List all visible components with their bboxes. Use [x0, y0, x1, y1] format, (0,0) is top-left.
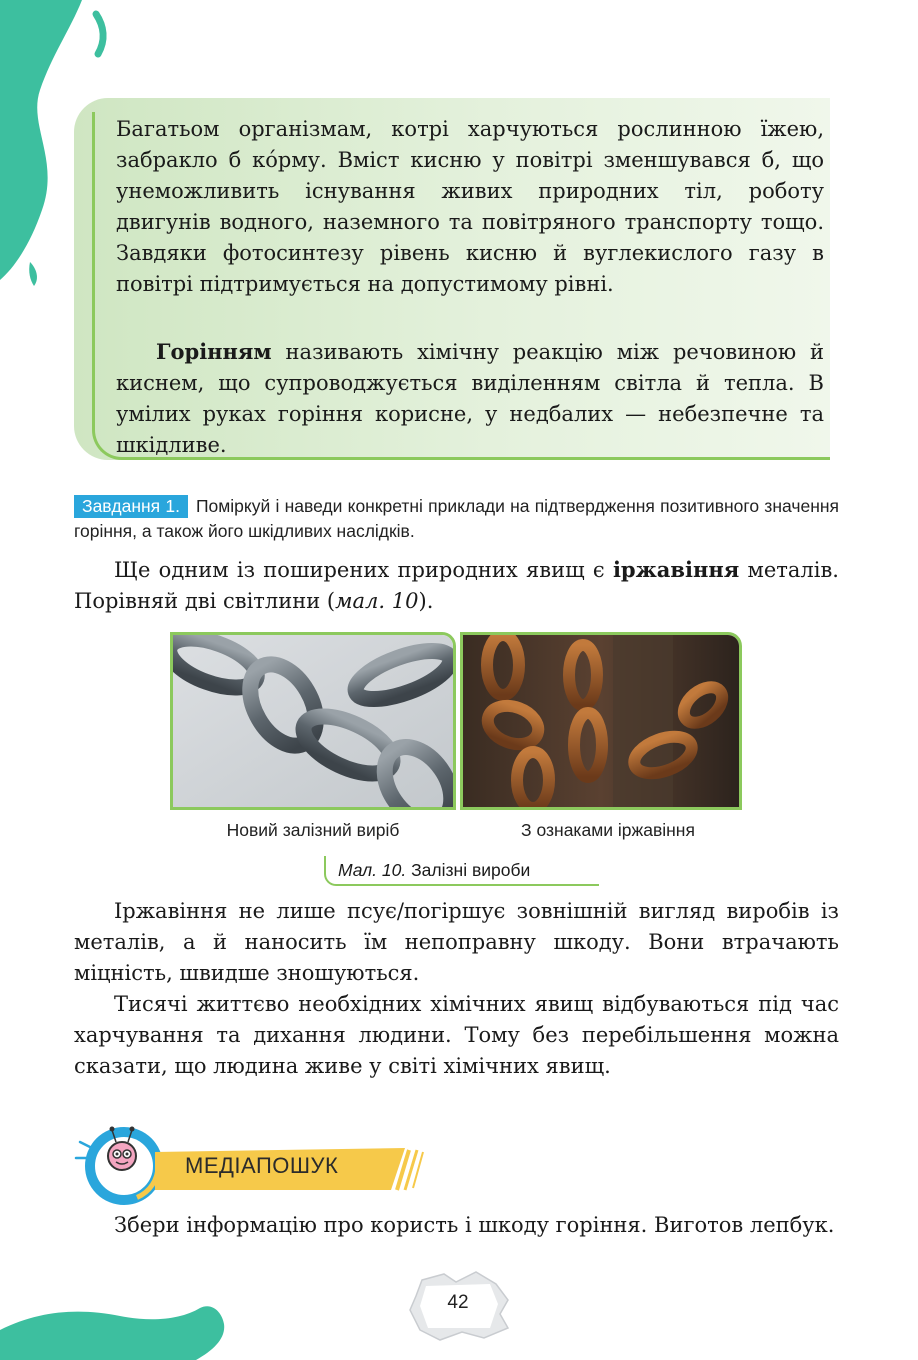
term-rusting: іржавіння — [612, 557, 740, 582]
paragraph-rust-effects — [74, 896, 839, 989]
paragraph-rust-effects-text: Іржавіння не лише псує/погіршує зовнішній вигляд виробів із металів, а й наносить їм непоправну шкоду. Вони втрачають міцність, швидше зношуються. — [74, 899, 839, 985]
caption-new-item: Новий залізний виріб — [226, 820, 400, 840]
box-paragraph-2 — [116, 336, 824, 461]
box-paragraph-1 — [116, 114, 824, 300]
rust-intro-mid: металів. Порівняй дві світлини ( — [74, 558, 839, 613]
photo-new-chain — [170, 632, 456, 810]
media-search-label: МЕДІАПОШУК — [185, 1153, 339, 1178]
task-text: Поміркуй і наведи конкретні приклади на підтвердження позитивного значення горіння, а також його шкідливих наслідків. — [74, 496, 839, 541]
figure-reference: мал. 10 — [335, 589, 419, 613]
rust-intro-post: ). — [418, 589, 434, 613]
paragraph-chemical-phenomena-text: Тисячі життєво необхідних хімічних явищ відбуваються під час харчування та дихання людини. Тому без перебільшення можна сказати, що людина живе у світі хімічних явищ. — [74, 992, 839, 1078]
figure-caption — [324, 856, 599, 886]
media-task-paragraph — [74, 1210, 839, 1241]
caption-rusted-item: З ознаками іржавіння — [521, 820, 695, 840]
photo-rusty-chain — [460, 632, 742, 810]
task-block — [74, 494, 839, 544]
box-paragraph-1-text: Багатьом організмам, котрі харчуються рослинною їжею, забракло б ко́рму. Вміст кисню у повітрі зменшувався б, що унеможливить існування живих природних тіл, роботу двигунів водного, наземного та повітряного транспорту тощо. Завдяки фотосинтезу рівень кисню й вуглекислого газу в повітрі підтримується на допустимому рівні. — [116, 117, 824, 296]
decorative-wave-bottom — [0, 1290, 240, 1360]
figure-label: Мал. 10. — [338, 860, 407, 880]
media-task-text: Збери інформацію про користь і шкоду горіння. Виготов лепбук. — [114, 1213, 835, 1237]
figure-title: Залізні вироби — [411, 860, 531, 880]
box-paragraph-2-text: називають хімічну реакцію між речовиною й киснем, що супроводжується виділенням світла й тепла. В умілих руках горіння корисне, у недбалих — небезпечне та шкідливе. — [116, 340, 824, 457]
page-number: 42 — [447, 1292, 469, 1313]
term-combustion: Горінням — [156, 339, 272, 364]
paragraph-chemical-phenomena — [74, 989, 839, 1082]
rust-intro-pre: Ще одним із поширених природних явищ є — [114, 558, 613, 582]
task-tag: Завдання 1. — [74, 495, 188, 518]
rust-intro-paragraph — [74, 554, 839, 617]
